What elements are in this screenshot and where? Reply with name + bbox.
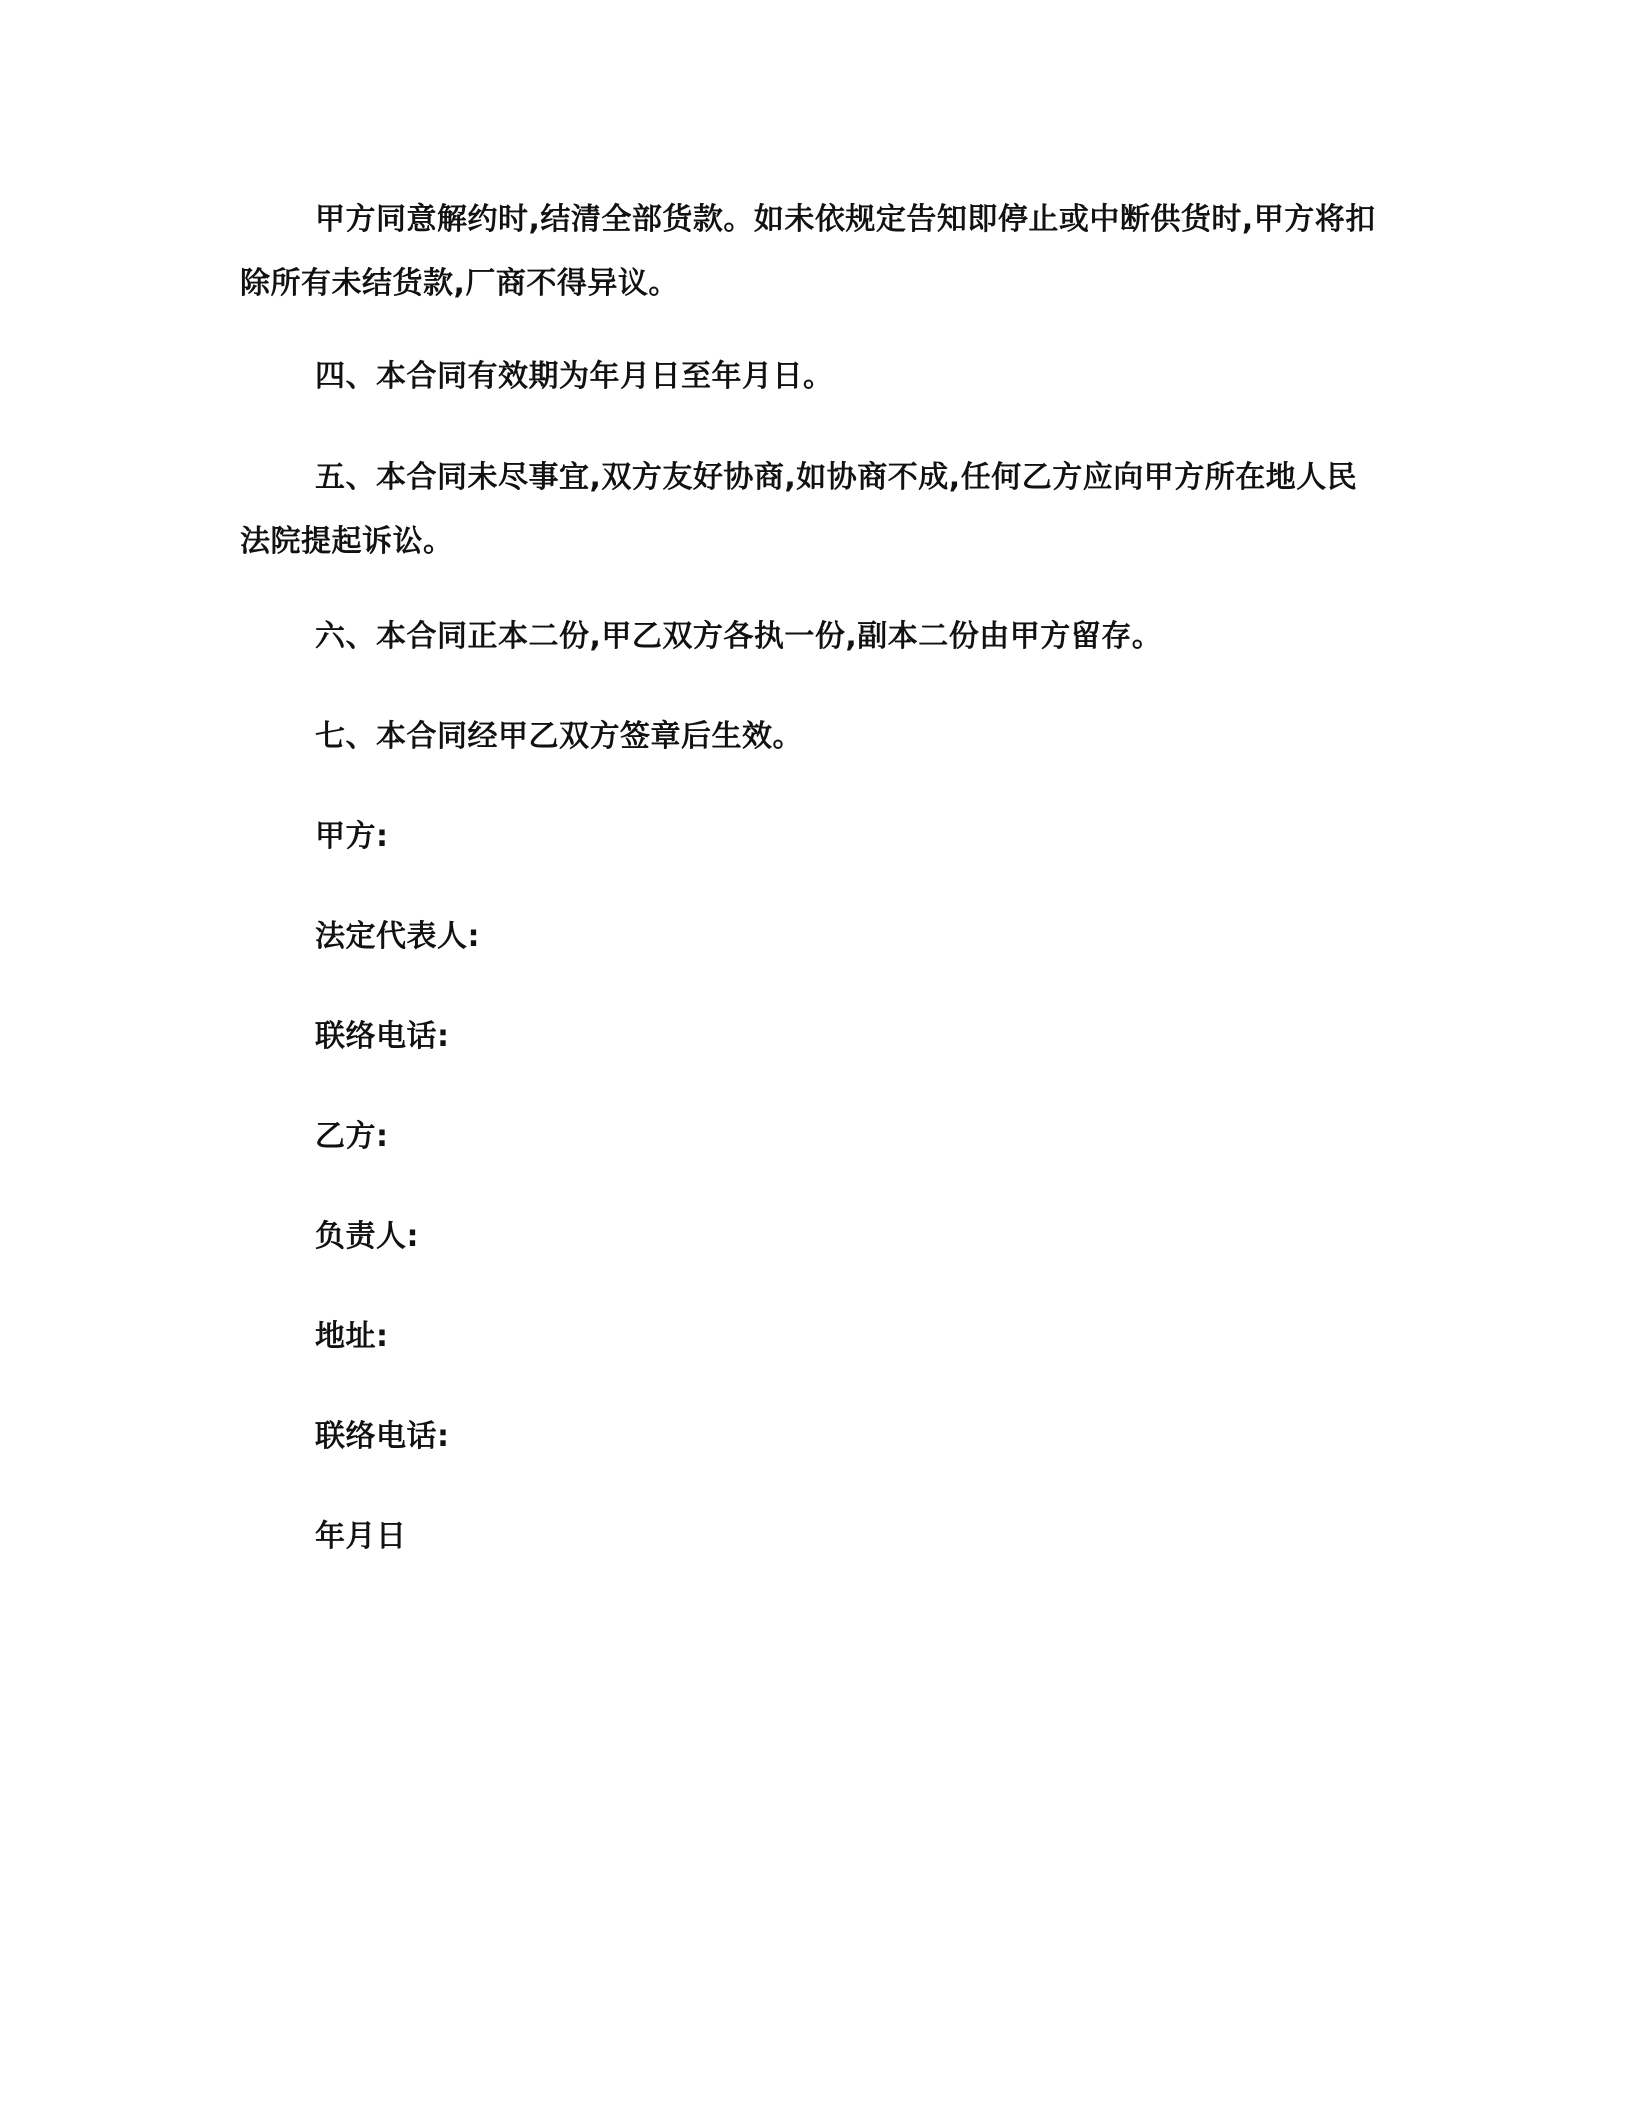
address-label: 地址: bbox=[315, 1319, 389, 1354]
clause-7-effectiveness: 七、本合同经甲乙双方签章后生效。 bbox=[315, 719, 803, 754]
paragraph-termination: 甲方同意解约时,结清全部货款。如未依规定告知即停止或中断供货时,甲方将扣除所有未结货款,厂商不得异议。 bbox=[240, 202, 1376, 301]
clause-6-copies: 六、本合同正本二份,甲乙双方各执一份,副本二份由甲方留存。 bbox=[315, 619, 1163, 654]
person-in-charge-label: 负责人: bbox=[315, 1219, 419, 1254]
clause-5-dispute-resolution: 五、本合同未尽事宜,双方友好协商,如协商不成,任何乙方应向甲方所在地人民法院提起诉讼。 bbox=[240, 460, 1358, 559]
clause-4-validity-period: 四、本合同有效期为年月日至年月日。 bbox=[315, 359, 834, 394]
signature-date-label: 年月日 bbox=[315, 1519, 407, 1554]
party-b-label: 乙方: bbox=[315, 1119, 389, 1154]
legal-representative-label: 法定代表人: bbox=[315, 919, 480, 954]
party-b-phone-label: 联络电话: bbox=[315, 1419, 450, 1454]
party-a-label: 甲方: bbox=[315, 819, 389, 854]
party-a-phone-label: 联络电话: bbox=[315, 1019, 450, 1054]
